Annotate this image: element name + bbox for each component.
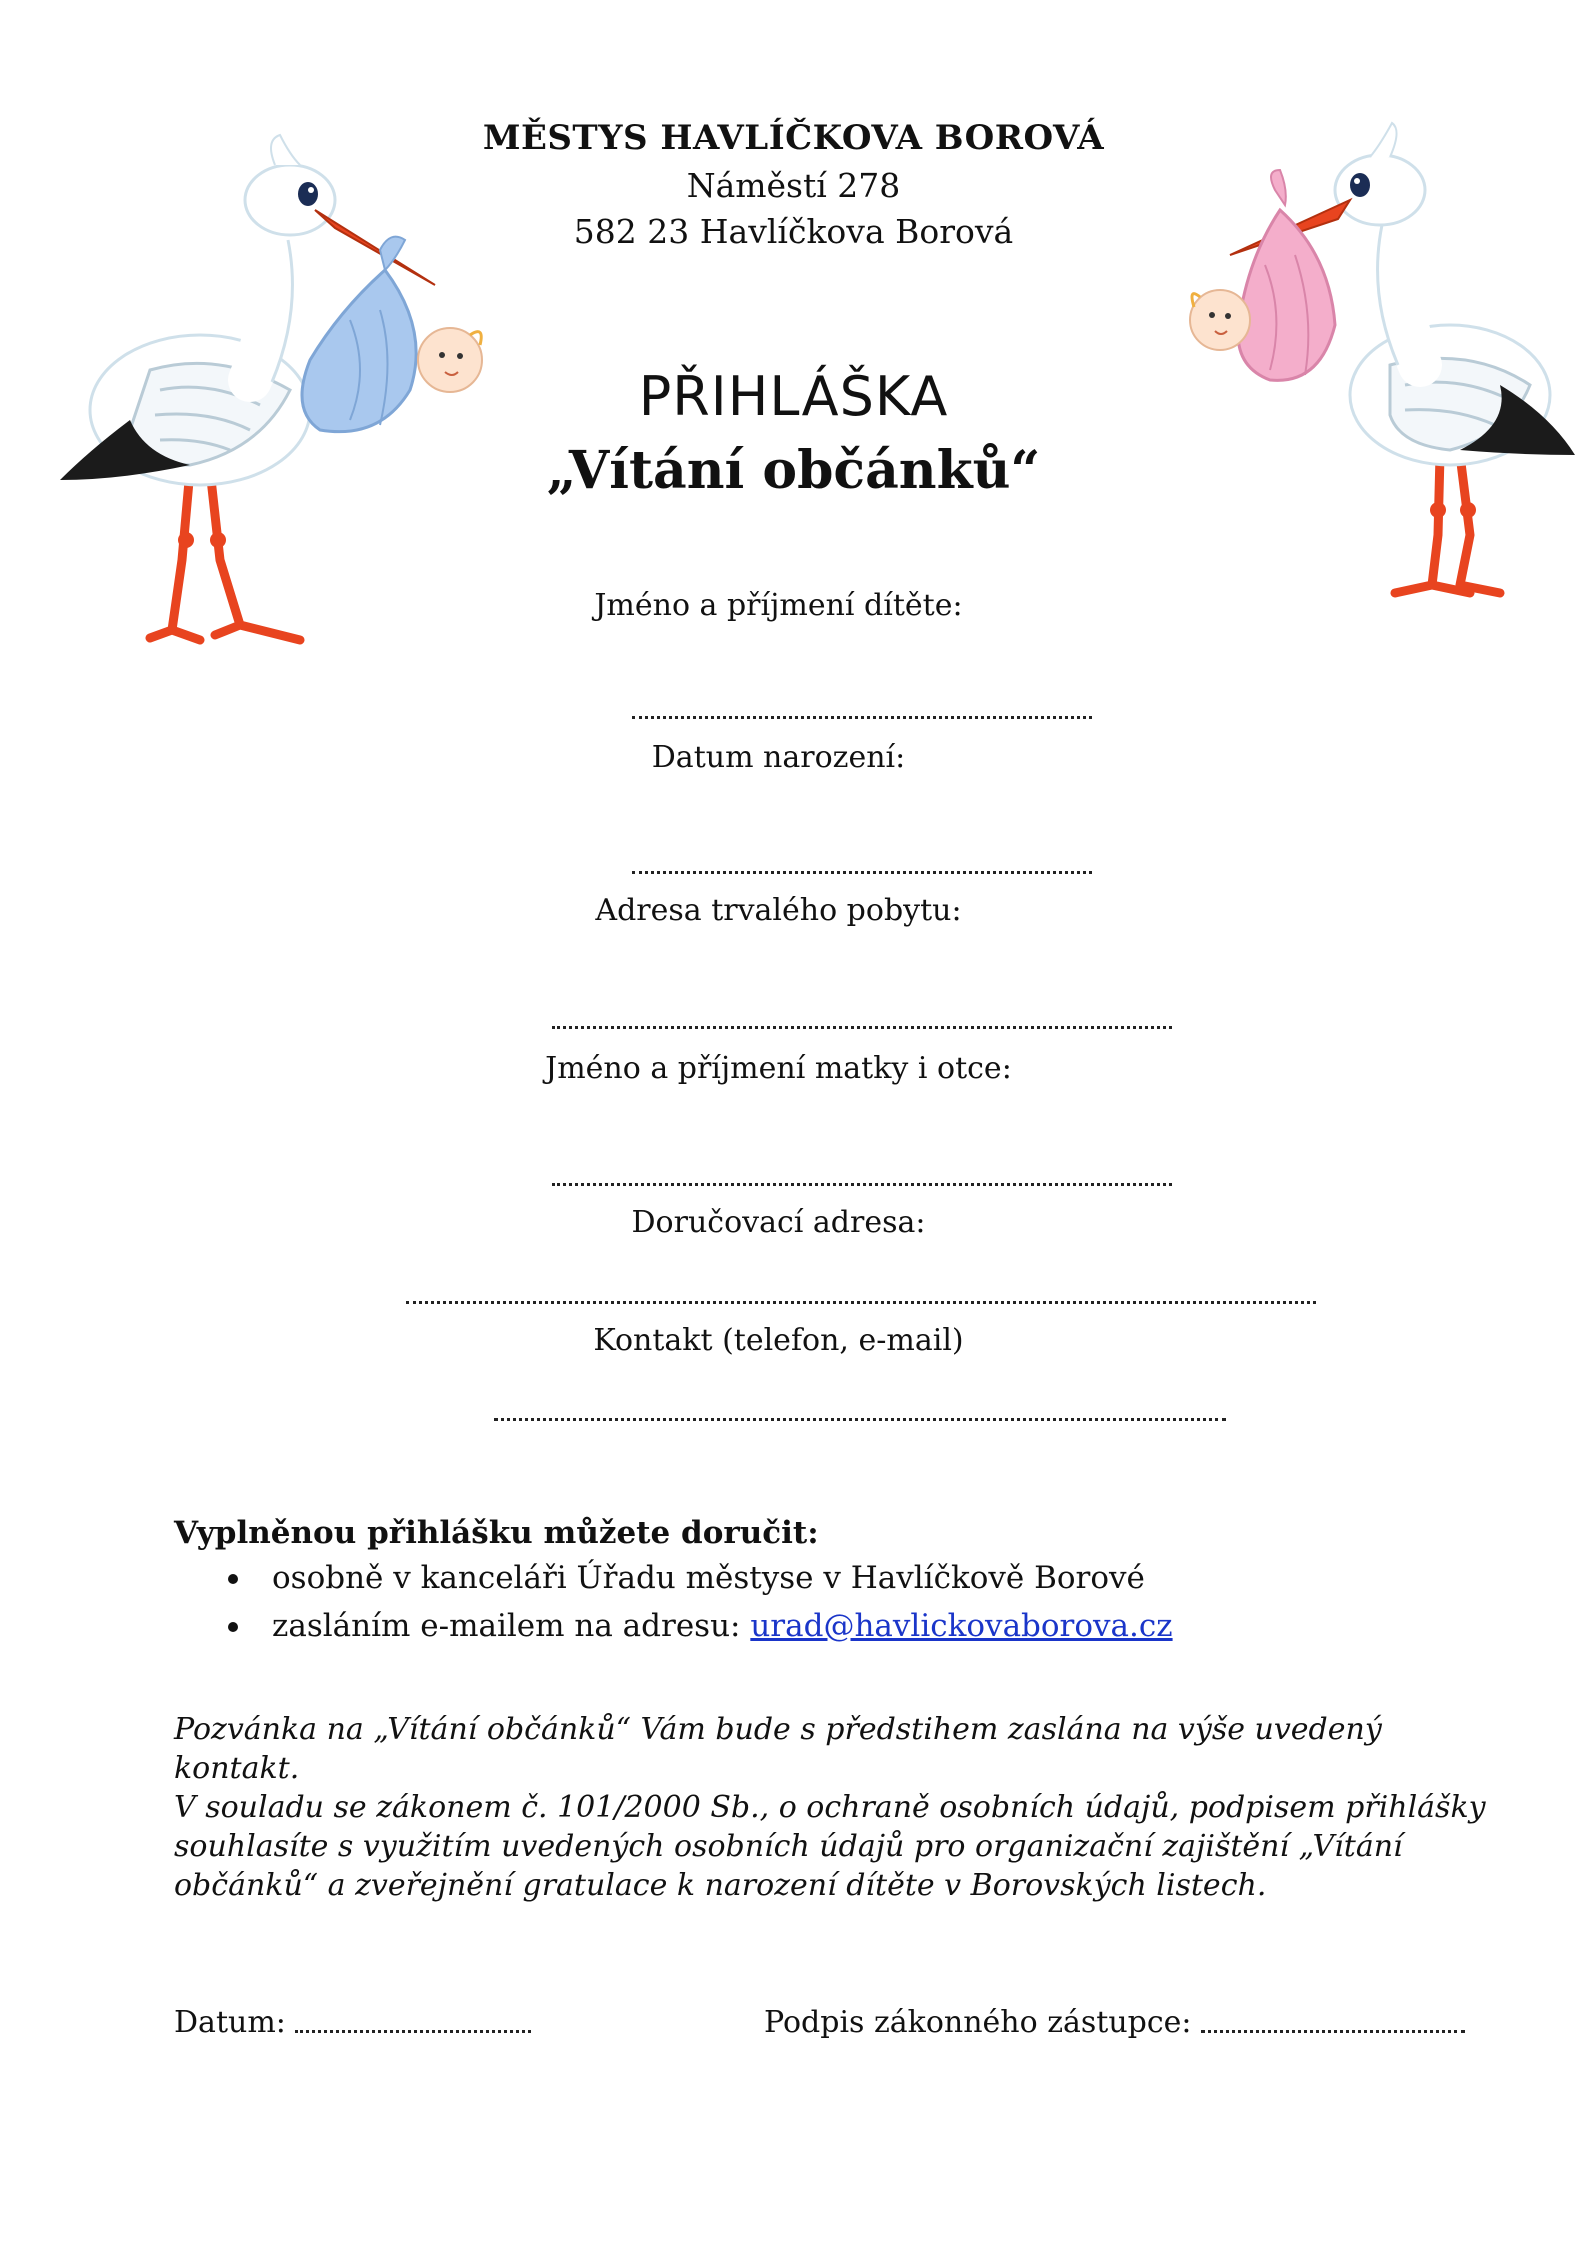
field-line-parents-names[interactable] xyxy=(552,1183,1172,1186)
field-label-child-name: Jméno a příjmení dítěte: xyxy=(594,588,963,623)
list-item xyxy=(222,1557,1173,1605)
date-line[interactable] xyxy=(295,2030,531,2033)
notice-gdpr-consent: V souladu se zákonem č. 101/2000 Sb., o ochraně osobních údajů, podpisem přihlášky souhlasíte s využitím uvedených osobních údajů pro organizační zajištění „Vítání občánků“ a zveřejnění gratulace k narození dítěte v Borovských listech. xyxy=(174,1790,1486,1903)
signature-field xyxy=(764,2005,1465,2040)
delivery-list xyxy=(222,1557,1173,1653)
field-line-birth-date[interactable] xyxy=(632,871,1092,874)
signature-label: Podpis zákonného zástupce: xyxy=(764,2005,1202,2040)
bullet-icon xyxy=(228,1622,238,1632)
document-title: PŘIHLÁŠKA xyxy=(638,365,949,428)
field-line-child-name[interactable] xyxy=(632,716,1092,719)
org-city: 582 23 Havlíčkova Borová xyxy=(573,212,1014,251)
delivery-heading: Vyplněnou přihlášku můžete doručit: xyxy=(174,1515,819,1551)
field-line-delivery-address[interactable] xyxy=(406,1301,1316,1304)
field-line-permanent-address[interactable] xyxy=(552,1026,1172,1029)
date-label: Datum: xyxy=(174,2005,296,2040)
signature-line[interactable] xyxy=(1201,2030,1465,2033)
email-link[interactable]: urad@havlickovaborova.cz xyxy=(750,1608,1173,1644)
list-item xyxy=(222,1605,1173,1653)
notice-invitation: Pozvánka na „Vítání občánků“ Vám bude s předstihem zaslána na výše uvedený kontakt. xyxy=(174,1712,1382,1786)
field-label-parents-names: Jméno a příjmení matky i otce: xyxy=(545,1051,1012,1086)
field-label-permanent-address: Adresa trvalého pobytu: xyxy=(595,893,962,928)
document-subtitle: „Vítání občánků“ xyxy=(546,440,1041,501)
field-label-birth-date: Datum narození: xyxy=(651,740,906,775)
delivery-option-email: zasláním e-mailem na adresu: xyxy=(272,1608,751,1644)
field-label-contact: Kontakt (telefon, e-mail) xyxy=(593,1323,964,1358)
org-street: Náměstí 278 xyxy=(686,166,901,205)
org-name: MĚSTYS HAVLÍČKOVA BOROVÁ xyxy=(482,118,1105,158)
bullet-icon xyxy=(228,1574,238,1584)
delivery-option-in-person: osobně v kanceláři Úřadu městyse v Havlíčkově Borové xyxy=(272,1560,1145,1596)
field-line-contact[interactable] xyxy=(494,1418,1226,1421)
notice xyxy=(174,1710,1514,1905)
date-field xyxy=(174,2005,531,2040)
field-label-delivery-address: Doručovací adresa: xyxy=(631,1205,926,1240)
